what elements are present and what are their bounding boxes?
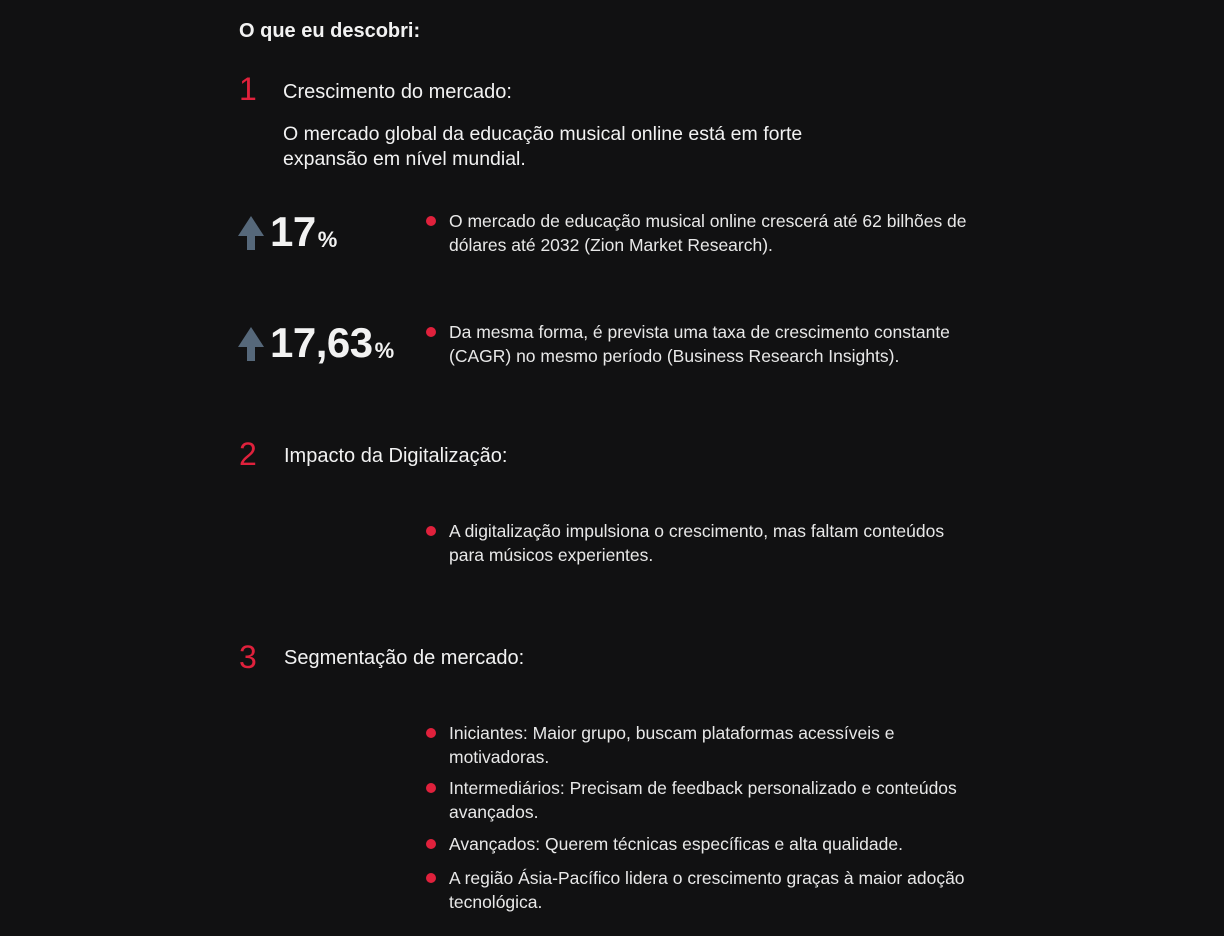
section-number-2: 2 (239, 436, 257, 472)
section-title-3: Segmentação de mercado: (284, 647, 525, 669)
bullet-dot (426, 839, 436, 849)
section-number-1: 1 (239, 71, 257, 107)
page-heading: O que eu descobri: (239, 20, 421, 42)
section-number-3: 3 (239, 639, 257, 675)
bullet-item (426, 320, 971, 368)
bullet-text: A digitalização impulsiona o crescimento, mas faltam conteúdos para músicos experientes. (449, 521, 945, 565)
bullet-dot (426, 783, 436, 793)
stat-value: 17 (270, 208, 316, 255)
section-lead-1: O mercado global da educação musical online está em forte expansão em nível mundial. (283, 123, 803, 170)
bullet-text: Avançados: Querem técnicas específicas e alta qualidade. (449, 834, 903, 854)
bullet-item (426, 776, 971, 824)
bullet-text: O mercado de educação musical online crescerá até 62 bilhões de dólares até 2032 (Zion Market Research). (449, 211, 967, 255)
bullet-text: Iniciantes: Maior grupo, buscam plataformas acessíveis e motivadoras. (449, 723, 895, 767)
bullet-dot (426, 216, 436, 226)
bullet-dot (426, 873, 436, 883)
arrow-up-icon (238, 327, 264, 361)
section-title-2: Impacto da Digitalização: (284, 445, 508, 467)
bullet-item (426, 721, 971, 769)
bullet-text: Da mesma forma, é prevista uma taxa de crescimento constante (CAGR) no mesmo período (Business Research Insights). (449, 322, 950, 366)
bullet-item (426, 832, 971, 856)
section-title-1: Crescimento do mercado: (283, 81, 512, 103)
bullet-text: A região Ásia-Pacífico lidera o crescimento graças à maior adoção tecnológica. (449, 868, 965, 912)
bullet-dot (426, 327, 436, 337)
stat-unit: % (317, 227, 338, 252)
arrow-up-icon (238, 216, 264, 250)
bullet-dot (426, 728, 436, 738)
bullet-item (426, 519, 971, 567)
bullet-item (426, 209, 971, 257)
bullet-item (426, 866, 971, 914)
stat-2 (238, 321, 394, 365)
bullet-dot (426, 526, 436, 536)
stat-value: 17,63 (270, 319, 373, 366)
stat-unit: % (374, 338, 395, 363)
stat-1 (238, 210, 337, 254)
bullet-text: Intermediários: Precisam de feedback personalizado e conteúdos avançados. (449, 778, 957, 822)
